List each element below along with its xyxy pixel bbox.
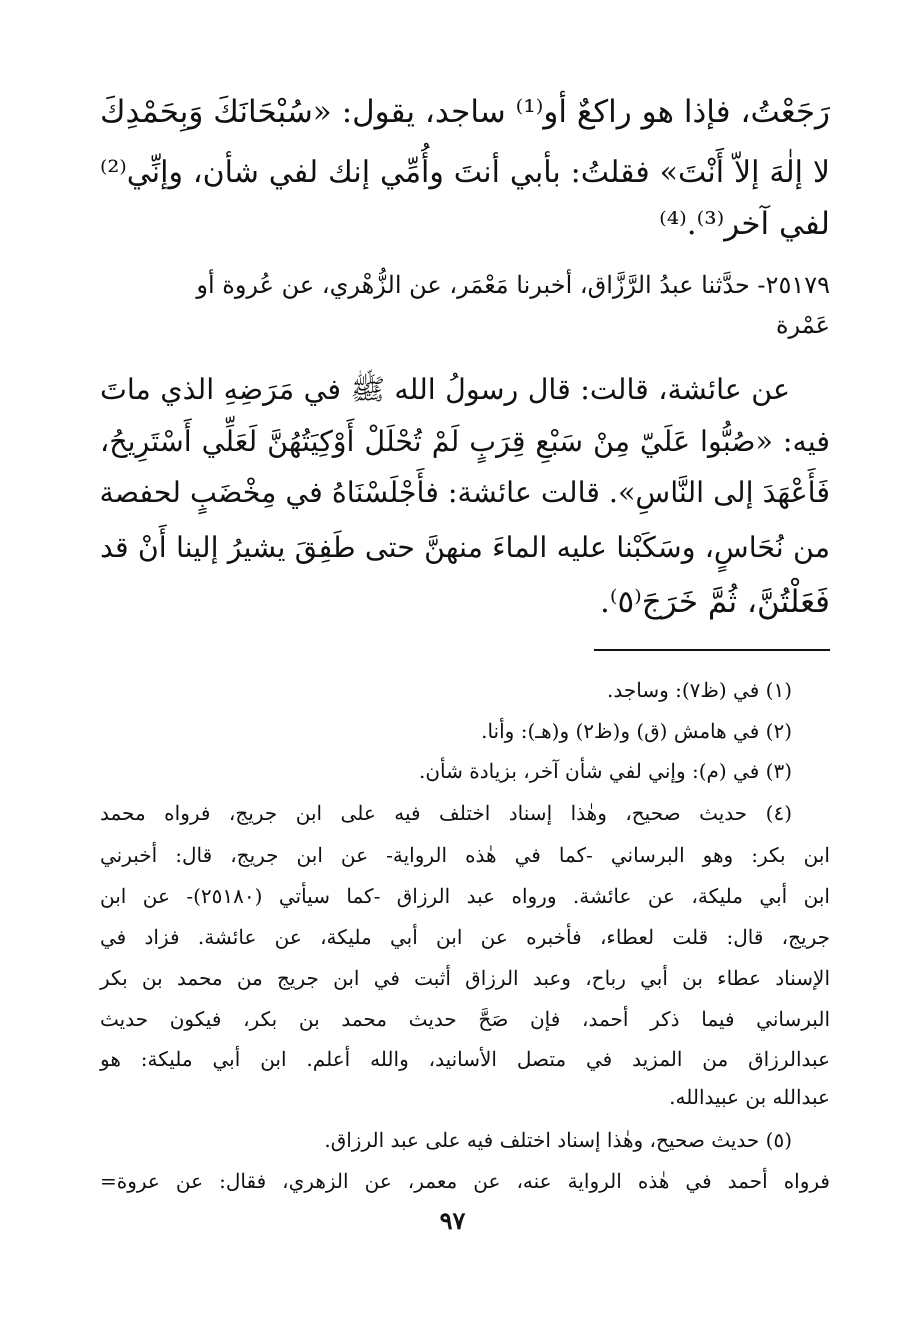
hadith-chain-line-2: عَمْرة (775, 311, 830, 339)
footnote-4-line-1: (٤) حديث صحيح، وهٰذا إسناد اختلف فيه على ابن جريج، فرواه محمد (100, 801, 792, 825)
main-text-line-3: لفي آخر⁽³⁾.⁽⁴⁾ (659, 206, 830, 242)
footnote-separator (594, 649, 830, 651)
footnote-3: (٣) في (م): وإني لفي شأن آخر، بزيادة شأن. (418, 759, 792, 783)
matn-line-2: فيه: «صُبُّوا عَلَيّ مِنْ سَبْعِ قِرَبٍ لَمْ تُحْلَلْ أَوْكِيَتُهُنَّ لَعَلِّي أَسْتَرِيحُ، (100, 425, 830, 458)
footnote-5-line-2: فرواه أحمد في هٰذه الرواية عنه، عن معمر، عن الزهري، فقال: عن عروة= (100, 1169, 830, 1193)
matn-line-1: عن عائشة، قالت: قال رسولُ الله ﷺ في مَرَضِهِ الذي ماتَ (100, 373, 790, 406)
page-number: ٩٧ (439, 1206, 466, 1235)
footnote-2: (٢) في هامش (ق) و(ظ٢) و(هـ): وأنا. (481, 719, 792, 743)
footnote-4-line-6: البرساني فيما ذكر أحمد، فإن صَحَّ حديث محمد بن بكر، فيكون حديث (100, 1007, 830, 1031)
main-text-line-2: لا إلٰهَ إلاّ أَنْتَ» فقلتُ: بأبي أنتَ وأُمِّي إنك لفي شأن، وإنِّي⁽²⁾ (100, 155, 830, 190)
matn-line-4: من نُحَاسٍ، وسَكَبْنا عليه الماءَ منهنَّ حتى طَفِقَ يشيرُ إلينا أَنْ قد (100, 531, 830, 564)
main-text-line-1: رَجَعْتُ، فإذا هو راكعٌ أو⁽¹⁾ ساجد، يقول: «سُبْحَانَكَ وَبِحَمْدِكَ (100, 94, 831, 130)
footnote-1: (١) في (ظ٧): وساجد. (607, 678, 792, 702)
footnote-4-line-2: ابن بكر: وهو البرساني -كما في هٰذه الرواية- عن ابن جريج، قال: أخبرني (100, 843, 830, 867)
footnote-4-line-4: جريج، قال: قلت لعطاء، فأخبره عن ابن أبي مليكة، عن عائشة. فزاد في (100, 925, 830, 949)
hadith-chain-line-1: ٢٥١٧٩- حدَّثنا عبدُ الرَّزَّاق، أخبرنا مَعْمَر، عن الزُّهْري، عن عُروة أو (196, 271, 830, 299)
footnote-4-line-5: الإسناد عطاء بن أبي رباح، وعبد الرزاق أثبت في ابن جريج من محمد بن بكر (100, 966, 830, 990)
footnote-4-line-3: ابن أبي مليكة، عن عائشة. ورواه عبد الرزاق -كما سيأتي (٢٥١٨٠)- عن ابن (100, 884, 830, 908)
footnote-4-line-7: عبدالرزاق من المزيد في متصل الأسانيد، والله أعلم. ابن أبي مليكة: هو (100, 1047, 830, 1071)
footnote-5-line-1: (٥) حديث صحيح، وهٰذا إسناد اختلف فيه على عبد الرزاق. (324, 1128, 792, 1152)
footnote-4-line-8: عبدالله بن عبيدالله. (669, 1085, 830, 1109)
matn-line-5: فَعَلْتُنَّ، ثُمَّ خَرَجَ⁽٥⁾. (600, 584, 830, 620)
matn-line-3: فَأَعْهَدَ إلى النَّاسِ». قالت عائشة: فأَجْلَسْنَاهُ في مِخْضَبٍ لحفصة (99, 476, 830, 509)
